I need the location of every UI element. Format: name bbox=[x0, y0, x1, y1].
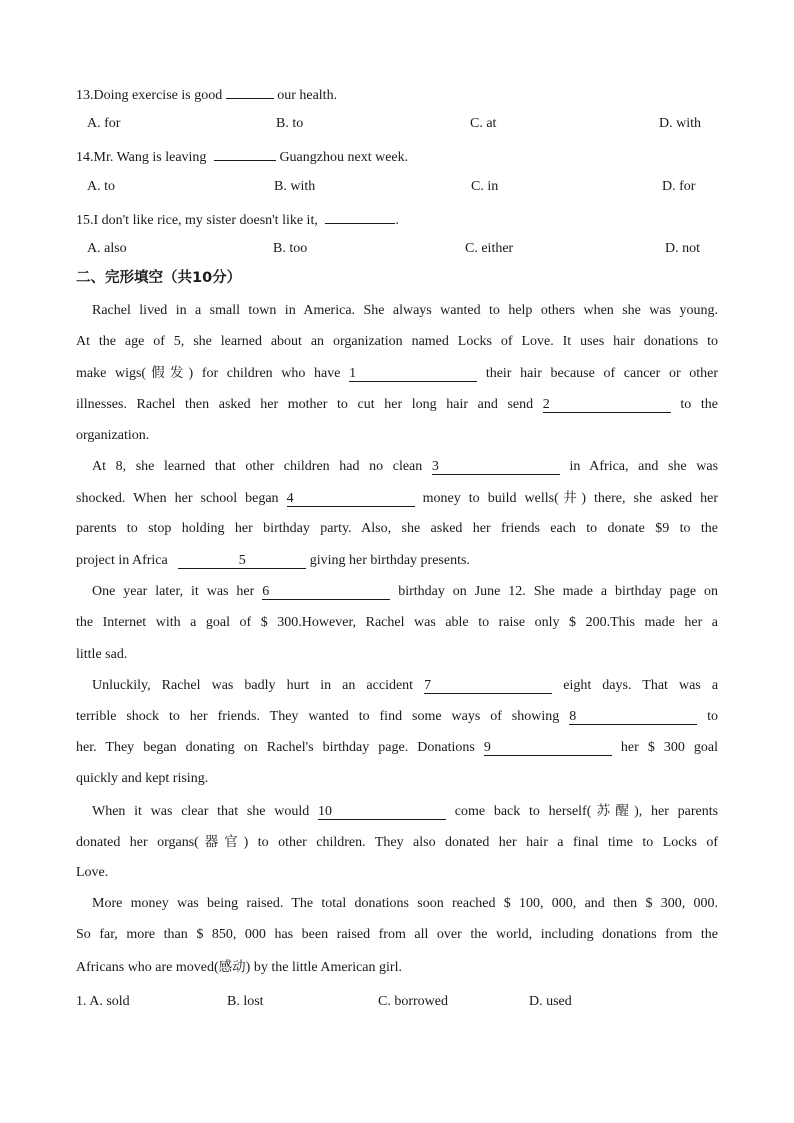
q15-option-d: D. not bbox=[665, 241, 700, 256]
answer-1-option-a: 1. A. sold bbox=[76, 994, 130, 1009]
p5-line-2: donated her organs(器官) to other children. They also donated her hair a final time to Locks of bbox=[76, 834, 719, 850]
p5-line-3: Love. bbox=[76, 865, 109, 880]
p3-line-1: One year later, it was her 6 birthday on June 12. She made a birthday page on bbox=[92, 584, 719, 599]
q13-option-b: B. to bbox=[276, 116, 304, 131]
answer-1-option-b: B. lost bbox=[227, 994, 264, 1009]
q14-option-c: C. in bbox=[471, 179, 499, 194]
blank-6[interactable]: 6 bbox=[262, 584, 390, 600]
p1-line-4: illnesses. Rachel then asked her mother to cut her long hair and send 2 to the bbox=[76, 397, 719, 412]
p2-line-2: shocked. When her school began 4 money to build wells(井) there, she asked her bbox=[76, 490, 719, 506]
p6-line-3: Africans who are moved(感动) by the little American girl. bbox=[76, 959, 402, 975]
blank-7[interactable]: 7 bbox=[424, 678, 552, 694]
answer-1-option-c: C. borrowed bbox=[378, 994, 448, 1009]
p1-line-3: make wigs(假发) for children who have 1 their hair because of cancer or other bbox=[76, 365, 719, 381]
section-title: 二、完形填空（共10分） bbox=[76, 270, 242, 286]
p1-line-1: Rachel lived in a small town in America. She always wanted to help others when she was young. bbox=[92, 303, 718, 318]
blank-9[interactable]: 9 bbox=[484, 740, 612, 756]
question-13-stem-end: our health. bbox=[277, 88, 338, 103]
q15-option-a: A. also bbox=[87, 241, 127, 256]
q14-option-d: D. for bbox=[662, 179, 696, 194]
blank-2[interactable]: 2 bbox=[543, 397, 671, 413]
p3-line-3: little sad. bbox=[76, 647, 128, 662]
p4-line-1: Unluckily, Rachel was badly hurt in an accident 7 eight days. That was a bbox=[92, 678, 719, 693]
p4-line-3: her. They began donating on Rachel's birthday page. Donations 9 her $ 300 goal bbox=[76, 740, 719, 755]
blank-3[interactable]: 3 bbox=[432, 459, 560, 475]
p2-line-4: project in Africa 5 giving her birthday presents. bbox=[76, 553, 470, 568]
question-14 bbox=[76, 146, 408, 167]
p6-line-2: So far, more than $ 850, 000 has been raised from all over the world, including donations from the bbox=[76, 927, 718, 942]
question-15-blank[interactable] bbox=[325, 209, 395, 224]
q14-option-b: B. with bbox=[274, 179, 316, 194]
question-15 bbox=[76, 209, 399, 230]
p6-line-1: More money was being raised. The total donations soon reached $ 100, 000, and then $ 300, 000. bbox=[92, 896, 718, 911]
blank-4[interactable]: 4 bbox=[287, 491, 415, 507]
q13-option-a: A. for bbox=[87, 116, 121, 131]
question-15-stem-end: . bbox=[395, 213, 399, 228]
blank-8[interactable]: 8 bbox=[569, 709, 697, 725]
p4-line-4: quickly and kept rising. bbox=[76, 771, 209, 786]
p2-line-1: At 8, she learned that other children had no clean 3 in Africa, and she was bbox=[92, 459, 719, 474]
p1-line-2: At the age of 5, she learned about an organization named Locks of Love. It uses hair donations to bbox=[76, 334, 718, 349]
question-14-stem-end: Guangzhou next week. bbox=[279, 150, 409, 165]
blank-5[interactable]: 5 bbox=[178, 553, 306, 569]
p1-line-5: organization. bbox=[76, 428, 150, 443]
q15-option-b: B. too bbox=[273, 241, 308, 256]
blank-1[interactable]: 1 bbox=[349, 366, 477, 382]
q13-option-d: D. with bbox=[659, 116, 701, 131]
q13-option-c: C. at bbox=[470, 116, 497, 131]
question-13-blank[interactable] bbox=[226, 84, 274, 99]
p3-line-2: the Internet with a goal of $ 300.However, Rachel was able to raise only $ 200.This made her a bbox=[76, 615, 718, 630]
blank-10[interactable]: 10 bbox=[318, 804, 446, 820]
question-15-stem-start: 15.I don't like rice, my sister doesn't like it, bbox=[76, 213, 318, 228]
question-13-stem-start: 13.Doing exercise is good bbox=[76, 88, 223, 103]
answer-1-option-d: D. used bbox=[529, 994, 572, 1009]
question-14-blank[interactable] bbox=[214, 146, 276, 161]
p2-line-3: parents to stop holding her birthday party. Also, she asked her friends each to donate $9 to the bbox=[76, 521, 718, 536]
p5-line-1: When it was clear that she would 10 come back to herself(苏醒), her parents bbox=[92, 803, 719, 819]
p4-line-2: terrible shock to her friends. They wanted to find some ways of showing 8 to bbox=[76, 709, 719, 724]
q14-option-a: A. to bbox=[87, 179, 115, 194]
question-14-stem-start: 14.Mr. Wang is leaving bbox=[76, 150, 207, 165]
q15-option-c: C. either bbox=[465, 241, 514, 256]
question-13 bbox=[76, 84, 337, 105]
